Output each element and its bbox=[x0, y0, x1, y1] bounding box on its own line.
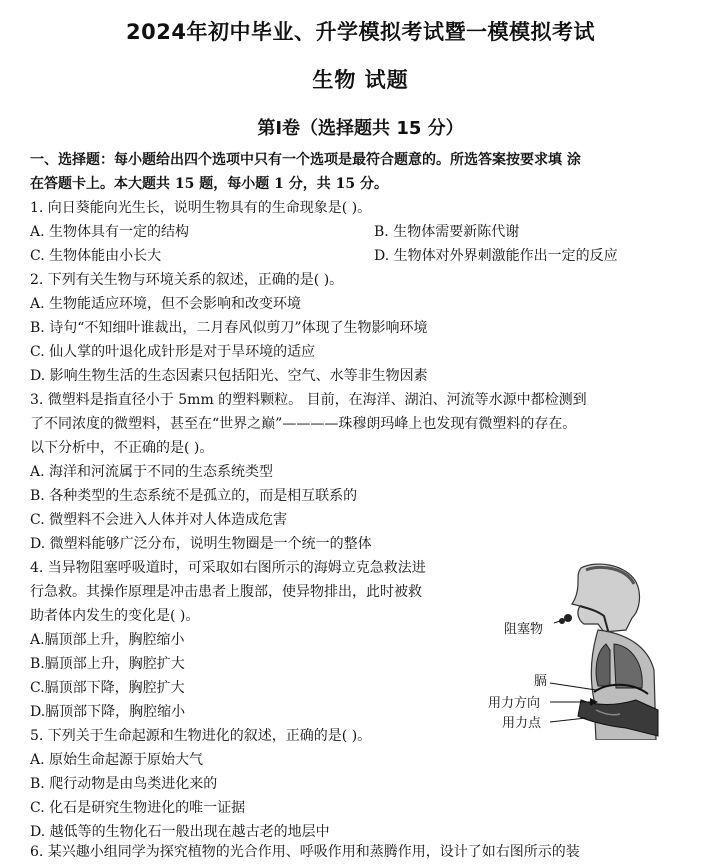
question-4-stem-line3: 助者体内发生的变化是( )。 bbox=[30, 608, 200, 624]
question-5-option-d: D. 越低等的生物化石一般出现在越古老的地层中 bbox=[30, 824, 330, 840]
section-instructions-line1: 一、选择题：每小题给出四个选项中只有一个选项是最符合题意的。所选答案按要求填 涂 bbox=[30, 152, 581, 168]
question-4-option-b: B.膈顶部上升，胸腔扩大 bbox=[30, 656, 185, 672]
question-1-option-c: C. 生物体能由小长大 bbox=[30, 248, 162, 264]
question-3-option-b: B. 各种类型的生态系统不是孤立的，而是相互联系的 bbox=[30, 488, 358, 504]
question-4-option-a: A.膈顶部上升，胸腔缩小 bbox=[30, 632, 185, 648]
question-1-option-a: A. 生物体具有一定的结构 bbox=[30, 224, 190, 240]
question-5-option-b: B. 爬行动物是由鸟类进化来的 bbox=[30, 776, 218, 792]
question-3-stem-line1: 3. 微塑料是指直径小于 5mm 的塑料颗粒。 目前，在海洋、湖泊、河流等水源中都检测到 bbox=[30, 392, 587, 408]
subject-title: 生物 试题 bbox=[312, 68, 409, 92]
question-4-stem-line2: 行急救。其操作原理是冲击患者上腹部，使异物排出，此时被救 bbox=[30, 584, 422, 600]
question-3-option-c: C. 微塑料不会进入人体并对人体造成危害 bbox=[30, 512, 288, 528]
blockage-leader-line bbox=[554, 621, 560, 623]
question-4-option-c: C.膈顶部下降，胸腔扩大 bbox=[30, 680, 185, 696]
question-6-stem: 6. 某兴趣小组同学为探究植物的光合作用、呼吸作用和蒸腾作用，设计了如右图所示的装 bbox=[30, 844, 580, 860]
exam-title: 2024年初中毕业、升学模拟考试暨一模模拟考试 bbox=[126, 20, 595, 44]
question-5-stem: 5. 下列关于生命起源和生物进化的叙述，正确的是( )。 bbox=[30, 728, 372, 744]
figure-label-force-direction: 用力方向 bbox=[488, 696, 541, 711]
question-4-option-d: D.膈顶部下降，胸腔缩小 bbox=[30, 704, 186, 720]
question-1-option-b: B. 生物体需要新陈代谢 bbox=[374, 224, 520, 240]
heimlich-maneuver-figure bbox=[486, 560, 661, 740]
question-4-stem-line1: 4. 当异物阻塞呼吸道时，可采取如右图所示的海姆立克急救法进 bbox=[30, 560, 426, 576]
question-2-option-d: D. 影响生物生活的生态因素只包括阳光、空气、水等非生物因素 bbox=[30, 368, 428, 384]
figure-label-diaphragm: 膈 bbox=[534, 674, 548, 689]
figure-label-blockage: 阻塞物 bbox=[504, 622, 544, 637]
question-2-option-a: A. 生物能适应环境，但不会影响和改变环境 bbox=[30, 296, 302, 312]
diaphragm-leader-line bbox=[550, 683, 596, 690]
question-5-option-c: C. 化石是研究生物进化的唯一证据 bbox=[30, 800, 246, 816]
question-1-option-d: D. 生物体对外界刺激能作出一定的反应 bbox=[374, 248, 618, 264]
question-3-stem-line2: 了不同浓度的微塑料，甚至在“世界之巅”————珠穆朗玛峰上也发现有微塑料的存在。 bbox=[30, 416, 577, 432]
question-5-option-a: A. 原始生命起源于原始大气 bbox=[30, 752, 204, 768]
question-2-option-b: B. 诗句“不知细叶谁裁出，二月春风似剪刀”体现了生物影响环境 bbox=[30, 320, 428, 336]
question-2-stem: 2. 下列有关生物与环境关系的叙述，正确的是( )。 bbox=[30, 272, 344, 288]
force-point-leader-line bbox=[550, 718, 586, 722]
question-3-option-a: A. 海洋和河流属于不同的生态系统类型 bbox=[30, 464, 274, 480]
section-instructions-line2: 在答题卡上。本大题共 15 题，每小题 1 分，共 15 分。 bbox=[30, 176, 388, 192]
question-3-stem-line3: 以下分析中，不正确的是( )。 bbox=[30, 440, 214, 456]
question-1-stem: 1. 向日葵能向光生长，说明生物具有的生命现象是( )。 bbox=[30, 200, 372, 216]
figure-label-force-point: 用力点 bbox=[502, 716, 542, 731]
question-2-option-c: C. 仙人掌的叶退化成针形是对于旱环境的适应 bbox=[30, 344, 316, 360]
blockage-shape bbox=[564, 614, 572, 622]
question-3-option-d: D. 微塑料能够广泛分布，说明生物圈是一个统一的整体 bbox=[30, 536, 372, 552]
part-title: 第Ⅰ卷（选择题共 15 分） bbox=[257, 118, 464, 139]
